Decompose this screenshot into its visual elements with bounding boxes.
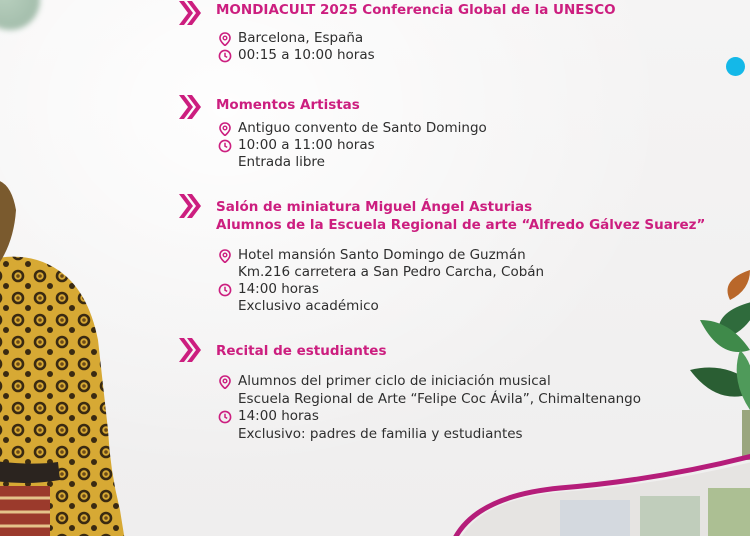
event-time: 14:00 horas [238, 408, 319, 424]
event-location: Hotel mansión Santo Domingo de Guzmán [238, 247, 526, 263]
event-note: Exclusivo académico [238, 298, 379, 314]
event-time: 00:15 a 10:00 horas [238, 47, 375, 63]
double-chevron-icon [177, 0, 203, 27]
clock-icon [218, 49, 232, 63]
leaf-decoration [0, 0, 40, 30]
event-title: Salón de miniatura Miguel Ángel Asturias [216, 199, 533, 215]
map-pin-icon [218, 32, 232, 46]
event-note: Entrada libre [238, 154, 325, 170]
map-pin-icon [218, 122, 232, 136]
map-pin-icon [218, 249, 232, 263]
double-chevron-icon [177, 192, 203, 220]
event-location: Barcelona, España [238, 30, 364, 46]
double-chevron-icon [177, 93, 203, 121]
map-pin-icon [218, 375, 232, 389]
event-title: MONDIACULT 2025 Conferencia Global de la UNESCO [216, 2, 616, 18]
event-title: Recital de estudiantes [216, 343, 387, 359]
event-note: Exclusivo: padres de familia y estudiantes [238, 426, 523, 442]
event-subtitle: Alumnos de la Escuela Regional de arte “Alfredo Gálvez Suarez” [216, 217, 706, 233]
event-location-detail: Escuela Regional de Arte “Felipe Coc Ávila”, Chimaltenango [238, 391, 642, 407]
magenta-wave-decoration [440, 440, 750, 536]
clock-icon [218, 410, 232, 424]
clock-icon [218, 139, 232, 153]
event-time: 14:00 horas [238, 281, 319, 297]
event-location: Antiguo convento de Santo Domingo [238, 120, 487, 136]
jaguar-figure-image [0, 180, 138, 536]
event-title: Momentos Artistas [216, 97, 360, 113]
event-location: Alumnos del primer ciclo de iniciación musical [238, 373, 551, 389]
clock-icon [218, 283, 232, 297]
double-chevron-icon [177, 336, 203, 364]
cyan-dot-decoration [726, 57, 745, 76]
event-time: 10:00 a 11:00 horas [238, 137, 375, 153]
plant-image [690, 260, 750, 460]
event-location-detail: Km.216 carretera a San Pedro Carcha, Cobán [238, 264, 545, 280]
